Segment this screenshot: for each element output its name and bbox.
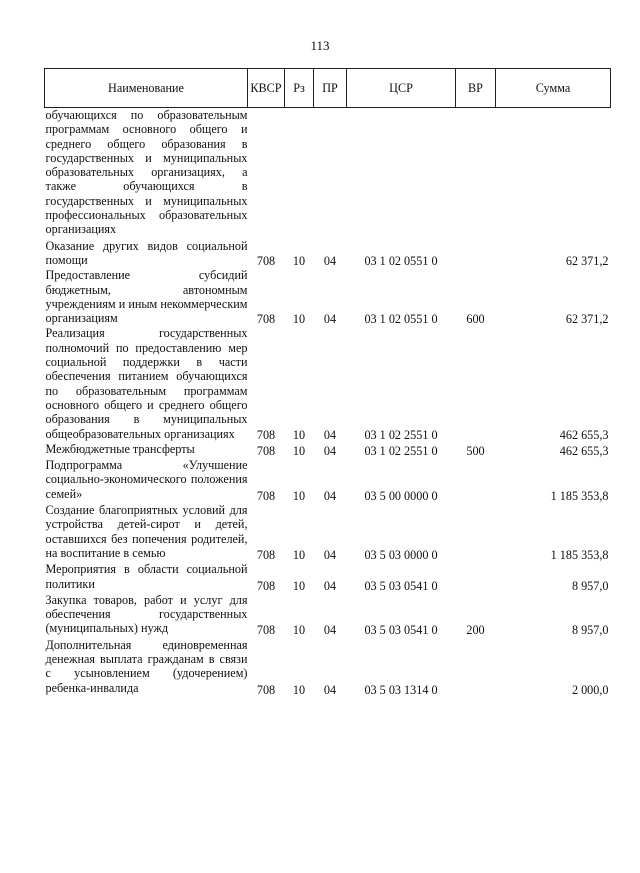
row-rz: 10 bbox=[292, 547, 306, 562]
row-name: Подпрограмма «Улучшение социально-экономического положения семей» bbox=[45, 458, 248, 501]
row-vr bbox=[456, 108, 496, 239]
row-vr: 600 bbox=[466, 312, 485, 327]
row-sum: 2 000,0 bbox=[571, 682, 609, 697]
row-rz: 10 bbox=[292, 443, 306, 458]
row-pr: 04 bbox=[323, 578, 337, 593]
row-rz: 10 bbox=[292, 427, 306, 442]
table-row bbox=[45, 108, 611, 239]
row-sum: 1 185 353,8 bbox=[550, 547, 609, 562]
row-csr: 03 5 03 0541 0 bbox=[364, 578, 438, 593]
header-name: Наименование bbox=[45, 69, 248, 108]
table-row bbox=[45, 503, 611, 562]
row-csr: 03 5 03 1314 0 bbox=[364, 682, 438, 697]
row-pr: 04 bbox=[323, 253, 337, 268]
row-csr: 03 5 03 0000 0 bbox=[364, 547, 438, 562]
row-sum: 8 957,0 bbox=[571, 578, 609, 593]
row-rz: 10 bbox=[292, 578, 306, 593]
row-name: Межбюджетные трансферты bbox=[45, 441, 195, 456]
page-number: 113 bbox=[310, 38, 330, 53]
row-sum: 462 655,3 bbox=[559, 443, 609, 458]
table-row bbox=[45, 442, 611, 458]
row-name: Создание благоприятных условий для устройства детей-сирот и детей, оставшихся без попечения родителей, на воспитание в семью bbox=[45, 503, 248, 560]
header-vr: ВР bbox=[456, 69, 496, 108]
row-csr: 03 1 02 0551 0 bbox=[364, 253, 438, 268]
row-rz: 10 bbox=[292, 312, 306, 327]
budget-table bbox=[44, 68, 611, 697]
header-sum: Сумма bbox=[496, 69, 611, 108]
row-vr bbox=[456, 562, 496, 593]
row-pr: 04 bbox=[323, 547, 337, 562]
row-name: Реализация государственных полномочий по предоставлению мер социальной поддержки в части обеспечения питанием обучающихся по образовательным программам основного общего и среднего общего образования в муниципальных общеобразовательных организациях bbox=[45, 326, 248, 441]
table-row bbox=[45, 638, 611, 697]
row-vr bbox=[456, 239, 496, 269]
row-rz bbox=[285, 108, 314, 239]
row-kvsr: 708 bbox=[256, 578, 276, 593]
row-rz: 10 bbox=[292, 253, 306, 268]
row-csr bbox=[347, 108, 456, 239]
row-kvsr: 708 bbox=[256, 547, 276, 562]
row-sum: 1 185 353,8 bbox=[550, 488, 609, 503]
header-kvsr: КВСР bbox=[248, 69, 285, 108]
row-name: Оказание других видов социальной помощи bbox=[45, 238, 248, 267]
table-row bbox=[45, 593, 611, 638]
row-name: Закупка товаров, работ и услуг для обеспечения государственных (муниципальных) нужд bbox=[45, 592, 248, 636]
row-csr: 03 5 03 0541 0 bbox=[364, 623, 438, 638]
row-pr: 04 bbox=[323, 312, 337, 327]
row-kvsr bbox=[248, 108, 285, 239]
row-kvsr: 708 bbox=[256, 443, 276, 458]
row-sum: 462 655,3 bbox=[559, 427, 609, 442]
row-pr: 04 bbox=[323, 488, 337, 503]
table-row bbox=[45, 562, 611, 593]
row-sum: 62 371,2 bbox=[565, 253, 609, 268]
header-rz: Рз bbox=[285, 69, 314, 108]
header-pr: ПР bbox=[314, 69, 347, 108]
table-row bbox=[45, 326, 611, 441]
row-csr: 03 1 02 2551 0 bbox=[364, 443, 438, 458]
row-pr: 04 bbox=[323, 682, 337, 697]
table-row bbox=[45, 458, 611, 503]
row-csr: 03 5 00 0000 0 bbox=[364, 488, 438, 503]
table-row bbox=[45, 239, 611, 269]
row-pr: 04 bbox=[323, 623, 337, 638]
row-kvsr: 708 bbox=[256, 427, 276, 442]
row-kvsr: 708 bbox=[256, 623, 276, 638]
row-name: Предоставление субсидий бюджетным, автономным учреждениям и иным некоммерческим организациям bbox=[45, 268, 248, 326]
header-csr: ЦСР bbox=[347, 69, 456, 108]
row-rz: 10 bbox=[292, 488, 306, 503]
row-kvsr: 708 bbox=[256, 682, 276, 697]
table-body bbox=[45, 108, 611, 697]
row-pr: 04 bbox=[323, 443, 337, 458]
table-header bbox=[45, 69, 611, 108]
table-row bbox=[45, 268, 611, 326]
row-vr: 200 bbox=[466, 623, 485, 638]
row-csr: 03 1 02 2551 0 bbox=[364, 427, 438, 442]
row-name: обучающихся по образовательным программам основного общего и среднего общего образования в государственных и муниципальных образовательных организациях, а также обучающихся в государственных и муниципальных профессиональных образовательных организациях bbox=[45, 108, 248, 237]
row-sum: 8 957,0 bbox=[571, 623, 609, 638]
row-kvsr: 708 bbox=[256, 312, 276, 327]
row-pr bbox=[314, 108, 347, 239]
row-vr: 500 bbox=[466, 443, 485, 458]
row-kvsr: 708 bbox=[256, 253, 276, 268]
row-vr bbox=[456, 458, 496, 503]
row-csr: 03 1 02 0551 0 bbox=[364, 312, 438, 327]
row-vr bbox=[456, 326, 496, 441]
row-name: Мероприятия в области социальной политики bbox=[45, 562, 248, 591]
row-sum bbox=[496, 108, 611, 239]
row-rz: 10 bbox=[292, 623, 306, 638]
row-vr bbox=[456, 503, 496, 562]
row-vr bbox=[456, 638, 496, 697]
row-rz: 10 bbox=[292, 682, 306, 697]
row-kvsr: 708 bbox=[256, 488, 276, 503]
row-sum: 62 371,2 bbox=[565, 312, 609, 327]
row-name: Дополнительная единовременная денежная выплата гражданам в связи с усыновлением (удочерением) ребенка-инвалида bbox=[45, 637, 248, 695]
row-pr: 04 bbox=[323, 427, 337, 442]
